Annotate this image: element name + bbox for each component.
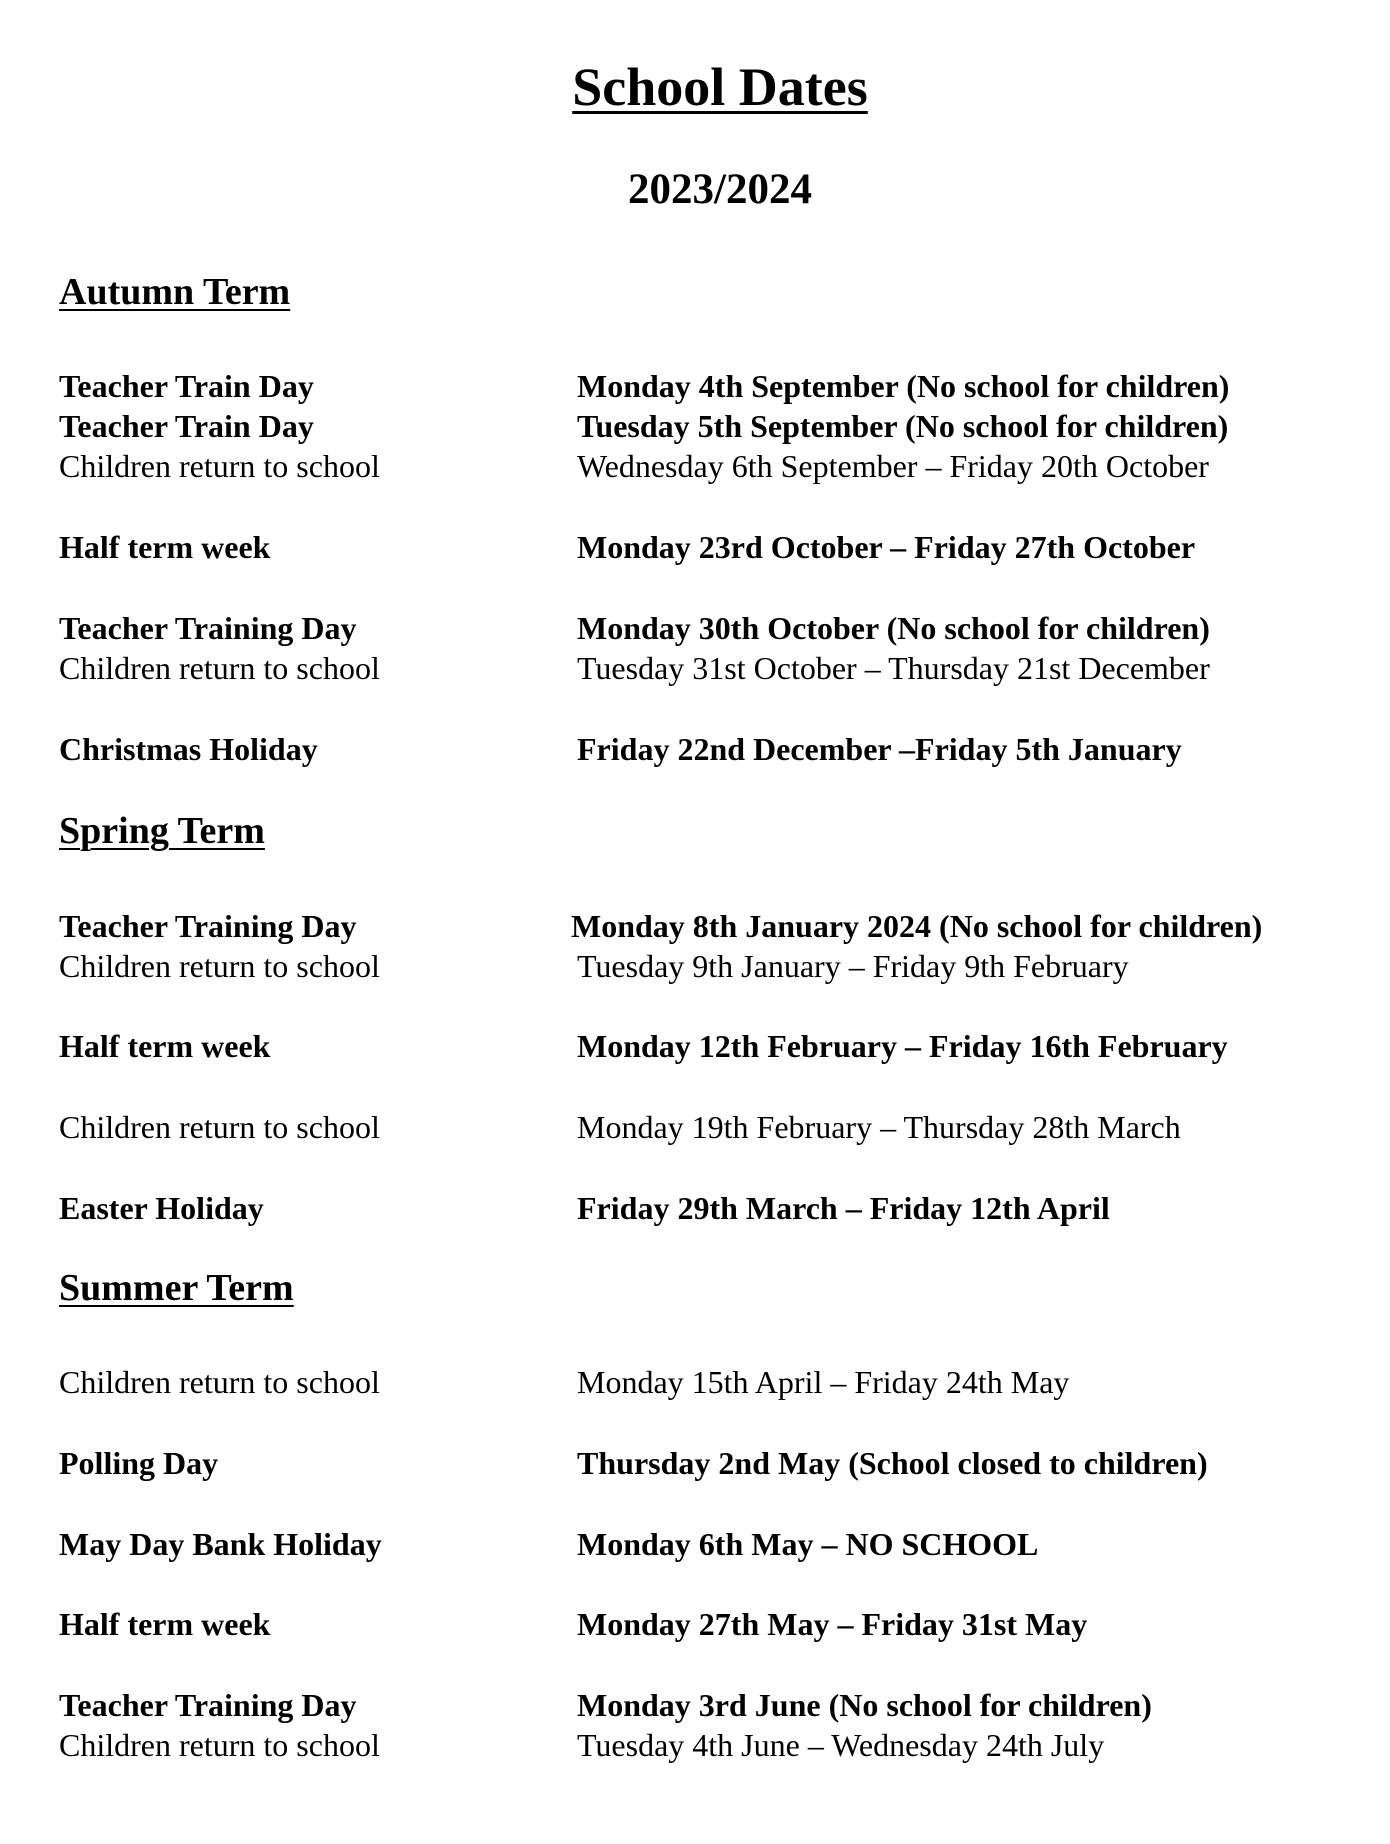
event-label: May Day Bank Holiday [59, 1526, 382, 1562]
date-row [0, 1524, 1390, 1564]
event-date: Wednesday 6th September – Friday 20th October [577, 448, 1209, 484]
event-date: Monday 15th April – Friday 24th May [577, 1364, 1070, 1400]
event-date: Friday 22nd December –Friday 5th January [577, 731, 1182, 767]
summer-term-heading: Summer Term [59, 1267, 294, 1309]
event-label: Easter Holiday [59, 1190, 264, 1226]
date-row [0, 366, 1390, 406]
event-date: Monday 4th September (No school for children) [577, 368, 1230, 404]
date-row [0, 906, 1390, 946]
date-row [0, 1026, 1390, 1066]
event-label: Half term week [59, 529, 271, 565]
date-row [0, 406, 1390, 446]
date-row [0, 527, 1390, 567]
date-row [0, 946, 1390, 986]
date-row [0, 648, 1390, 688]
date-row [0, 1188, 1390, 1228]
date-row [0, 1604, 1390, 1644]
academic-year: 2023/2024 [628, 166, 812, 213]
spring-term-heading: Spring Term [59, 810, 265, 852]
event-label: Children return to school [59, 948, 380, 984]
event-date: Monday 6th May – NO SCHOOL [577, 1526, 1039, 1562]
event-label: Children return to school [59, 1364, 380, 1400]
event-label: Teacher Training Day [59, 908, 357, 944]
event-label: Teacher Train Day [59, 408, 314, 444]
event-date: Thursday 2nd May (School closed to children) [577, 1445, 1208, 1481]
event-date: Tuesday 4th June – Wednesday 24th July [577, 1727, 1105, 1763]
event-label: Teacher Train Day [59, 368, 314, 404]
event-label: Children return to school [59, 448, 380, 484]
event-date: Monday 12th February – Friday 16th February [577, 1028, 1228, 1064]
date-row [0, 608, 1390, 648]
event-date: Monday 23rd October – Friday 27th October [577, 529, 1196, 565]
event-date: Tuesday 5th September (No school for children) [577, 408, 1229, 444]
event-label: Children return to school [59, 1109, 380, 1145]
event-date: Tuesday 9th January – Friday 9th February [577, 948, 1129, 984]
document-title: School Dates [572, 57, 868, 117]
date-row [0, 1107, 1390, 1147]
event-label: Children return to school [59, 650, 380, 686]
autumn-term-heading: Autumn Term [59, 271, 291, 313]
date-row [0, 729, 1390, 769]
event-date: Monday 8th January 2024 (No school for children) [571, 908, 1263, 944]
event-label: Teacher Training Day [59, 1687, 357, 1723]
date-row [0, 1685, 1390, 1725]
date-row [0, 1725, 1390, 1765]
event-date: Monday 19th February – Thursday 28th March [577, 1109, 1181, 1145]
event-label: Christmas Holiday [59, 731, 318, 767]
date-row [0, 446, 1390, 486]
event-date: Monday 30th October (No school for children) [577, 610, 1210, 646]
event-label: Half term week [59, 1028, 271, 1064]
event-label: Children return to school [59, 1727, 380, 1763]
event-label: Half term week [59, 1606, 271, 1642]
event-date: Friday 29th March – Friday 12th April [577, 1190, 1110, 1226]
event-label: Polling Day [59, 1445, 219, 1481]
date-row [0, 1443, 1390, 1483]
date-row [0, 1362, 1390, 1402]
event-date: Monday 3rd June (No school for children) [577, 1687, 1152, 1723]
event-date: Monday 27th May – Friday 31st May [577, 1606, 1088, 1642]
event-label: Teacher Training Day [59, 610, 357, 646]
event-date: Tuesday 31st October – Thursday 21st December [577, 650, 1210, 686]
